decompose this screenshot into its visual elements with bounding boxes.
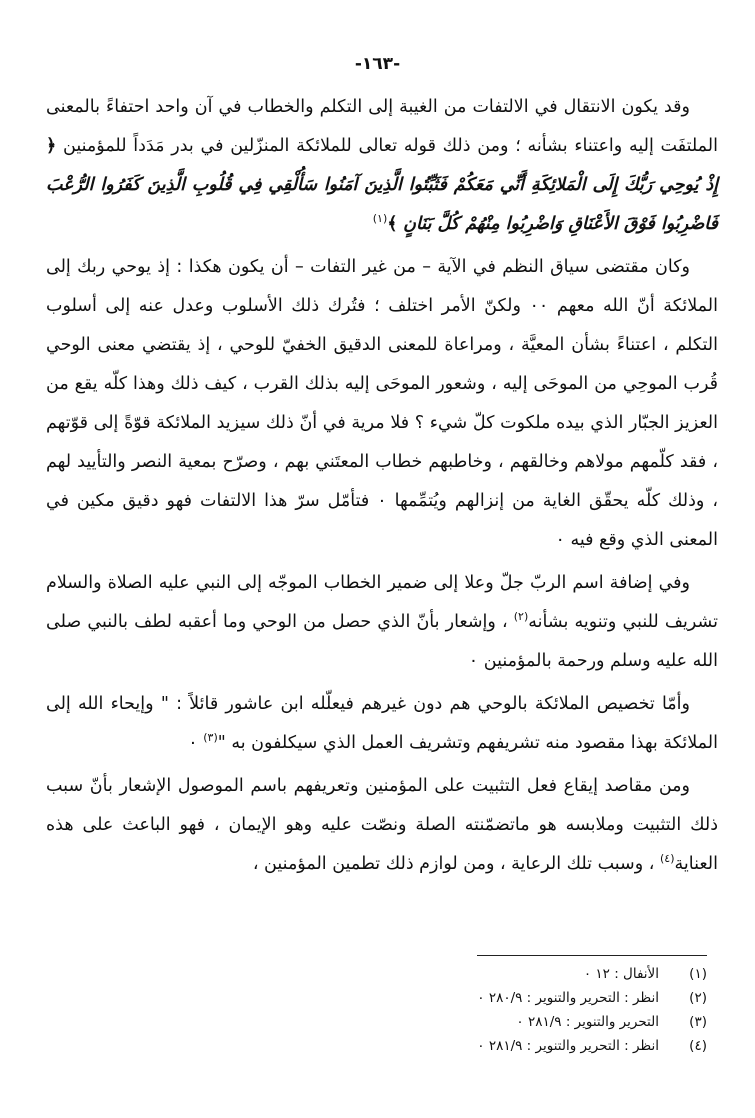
quran-verse: إِذْ يُوحِي رَبُّكَ إِلَى الْمَلائِكَةِ أَنِّي مَعَكُمْ فَثَبِّتُوا الَّذِينَ آمَنُوا سَأُلْقِي فِي قُلُوبِ الَّذِينَ كَفَرُوا الرُّعْبَ فَاضْرِبُوا فَوْقَ الأَعْنَاقِ وَاضْرِبُوا مِنْهُمْ كُلَّ بَنَانٍ [46, 175, 718, 234]
quran-close-bracket: ﴾ [387, 214, 398, 234]
footnote-item [47, 962, 707, 986]
footnote-number: (٤) [689, 1038, 707, 1054]
paragraph-text: ومن مقاصد إيقاع فعل التثبيت على المؤمنين وتعريفهم باسم الموصول الإشعار بأنّ سبب ذلك التثبيت وملابسه هو ماتضمّنته الصلة ونصّت عليه وهو الإيمان ، فهو الباعث على هذه العناية [46, 776, 718, 874]
body-text [46, 88, 718, 888]
paragraph-iltifat-intro [46, 88, 718, 244]
footnote-item [47, 986, 707, 1010]
paragraph-text: ٠ [188, 733, 198, 753]
footnotes [47, 962, 707, 1058]
quran-open-bracket: ﴿ [46, 136, 57, 156]
footnote-ref-2[interactable]: (٢) [513, 610, 529, 624]
page-number: -١٦٣- [354, 54, 401, 74]
paragraph-text: ، وإشعار بأنّ الذي حصل من الوحي وما أعقبه لطف بالنبي صلى الله عليه وسلم ورحمة بالمؤمنين ٠ [46, 612, 718, 671]
footnote-number: (٣) [689, 1014, 707, 1030]
footnote-item [47, 1010, 707, 1034]
footnote-ref-3[interactable]: (٣) [203, 731, 218, 745]
footnote-text: التحرير والتنوير : ٢٨١/٩ ٠ [516, 1014, 659, 1030]
paragraph-text: ، وسبب تلك الرعاية ، ومن لوازم ذلك تطمين المؤمنين ، [252, 854, 655, 874]
footnote-number: (١) [689, 966, 707, 982]
footnote-ref-1[interactable]: (١) [372, 212, 388, 226]
paragraph-angels [46, 685, 718, 763]
paragraph-text: وأمّا تخصيص الملائكة بالوحي هم دون غيرهم فيعلّله ابن عاشور قائلاً : " وإيحاء الله إلى الملائكة بهذا مقصود منه تشريفهم وتشريف العمل الذي سيكلفون به " [46, 694, 718, 753]
paragraph-rabb-address [46, 564, 718, 681]
paragraph-tathbit [46, 767, 718, 884]
footnote-ref-4[interactable]: (٤) [659, 852, 675, 866]
paragraph-text: وفي إضافة اسم الربّ جلّ وعلا إلى ضمير الخطاب الموجّه إلى النبي عليه الصلاة والسلام تشريف للنبي وتنويه بشأنه [46, 573, 718, 632]
footnote-item [47, 1034, 707, 1058]
footnote-text: انظر : التحرير والتنوير : ٢٨١/٩ ٠ [477, 1038, 659, 1054]
footnote-number: (٢) [689, 990, 707, 1006]
paragraph-context: وكان مقتضى سياق النظم في الآية – من غير التفات – أن يكون هكذا : إذ يوحي ربك إلى الملائكة أنّ الله معهم ٠٠ ولكنّ الأمر اختلف ؛ فتُرك ذلك الأسلوب وعدل عنه إلى أسلوب التكلم ، اعتناءً بشأن المعيَّة ، ومراعاة للمعنى الدقيق الخفيّ للوحي ، إذ يقتضي معنى الوحي قُرب الموحِي من الموحَى إليه ، وشعور الموحَى إليه بذلك القرب ، كيف ذلك وهذا كلّه يقع من العزيز الجبّار الذي بيده ملكوت كلّ شيء ؟ فلا مرية في أنّ ذلك سيزيد الملائكة قوّةً إلى قوّتهم ، فقد كلّمهم مولاهم وخالقهم ، وخاطبهم خطاب المعتَني بهم ، وصرّح بمعية النصر والتأييد لهم ، وذلك كلّه يحقّق الغاية من إنزالهم ويُتمِّمها ٠ فتأمّل سرّ هذا الالتفات فهو دقيق مكين في المعنى الذي وقع فيه ٠ [46, 257, 718, 550]
paragraph-text: وقد يكون الانتقال في الالتفات من الغيبة إلى التكلم والخطاب في آن واحد احتفاءً بالمعنى الملتفَت إليه واعتناء بشأنه ؛ ومن ذلك قوله تعالى للملائكة المنزّلين في بدر مَدَداً للمؤمنين [46, 97, 718, 156]
footnote-text: الأنفال : ١٢ ٠ [583, 966, 659, 982]
footnote-text: انظر : التحرير والتنوير : ٢٨٠/٩ ٠ [477, 990, 659, 1006]
footnote-separator [477, 955, 707, 956]
